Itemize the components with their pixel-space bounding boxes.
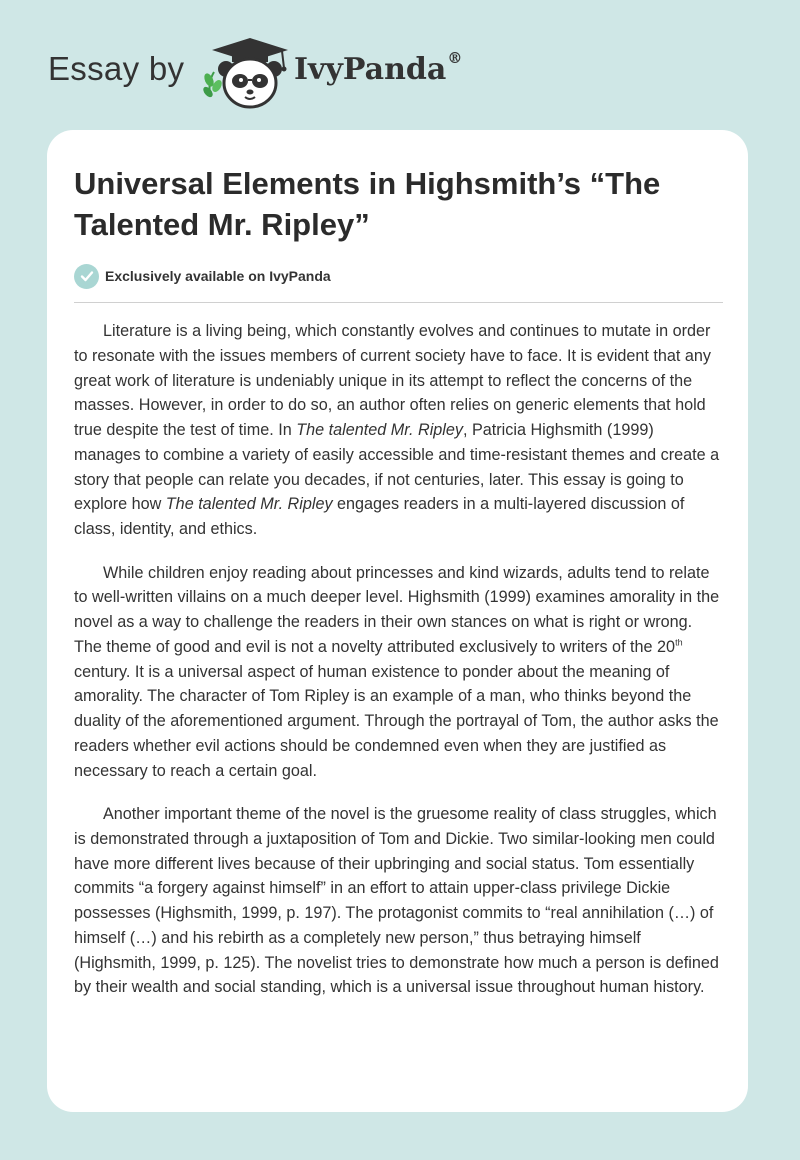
ordinal-suffix: th xyxy=(675,637,683,648)
paragraph: Literature is a living being, which constantly evolves and continues to mutate in order to resonate with the issues members of current society have to face. It is evident that any great work of literature is undeniably unique in its attempt to reflect the concerns of the masses. However, in order to do so, an author often relies on generic elements that hold true despite the test of time. In The talented Mr. Ripley, Patricia Highsmith (1999) manages to combine a variety of easily accessible and time-resistant themes and create a story that people can relate you decades, if not centuries, later. This essay is going to explore how The talented Mr. Ripley engages readers in a multi-layered discussion of class, identity, and ethics. xyxy=(74,322,720,538)
site-header xyxy=(0,0,800,130)
ivypanda-brand-name: IvyPanda® xyxy=(294,49,463,87)
paragraph: While children enjoy reading about princesses and kind wizards, adults tend to relate to well-written villains on a much deeper level. Highsmith (1999) examines amorality in the novel as a way to challenge the readers in their own stances on what is right or wrong. The theme of good and evil is not a novelty attributed exclusively to writers of the 20th century. It is a universal aspect of human existence to ponder about the meaning of amorality. The character of Tom Ripley is an example of a man, who thinks beyond the duality of the aforementioned argument. Through the portrayal of Tom, the author asks the readers whether evil actions should be condemned even when they are justified as necessary to reach a certain goal. xyxy=(74,563,720,780)
title-divider xyxy=(74,302,723,303)
check-circle-icon xyxy=(74,264,99,289)
exclusive-badge xyxy=(74,263,331,289)
registered-mark: ® xyxy=(447,49,463,67)
essay-by-label: Essay by xyxy=(48,50,185,87)
paragraph: Another important theme of the novel is the gruesome reality of class struggles, which is demonstrated through a juxtaposition of Tom and Dickie. Two similar-looking men could have more different lives because of their upbringing and social status. Tom essentially commits “a forgery against himself” in an effort to attain upper-class privilege Dickie possesses (Highsmith, 1999, p. 197). The protagonist commits to “real annihilation (…) of himself (…) and his rebirth as a completely new person,” thus betraying himself (Highsmith, 1999, p. 125). The novelist tries to demonstrate how much a person is defined by their wealth and social standing, which is a universal issue throughout human history. xyxy=(74,805,719,997)
book-title-emphasis: The talented Mr. Ripley xyxy=(165,495,333,514)
panda-graduate-icon xyxy=(202,36,292,110)
essay-title: Universal Elements in Highsmith’s “The Talented Mr. Ripley” xyxy=(74,166,661,242)
exclusive-badge-label: Exclusively available on IvyPanda xyxy=(105,268,331,284)
essay-body xyxy=(74,319,724,1019)
essay-card xyxy=(47,130,748,1112)
book-title-emphasis: The talented Mr. Ripley xyxy=(296,421,463,439)
